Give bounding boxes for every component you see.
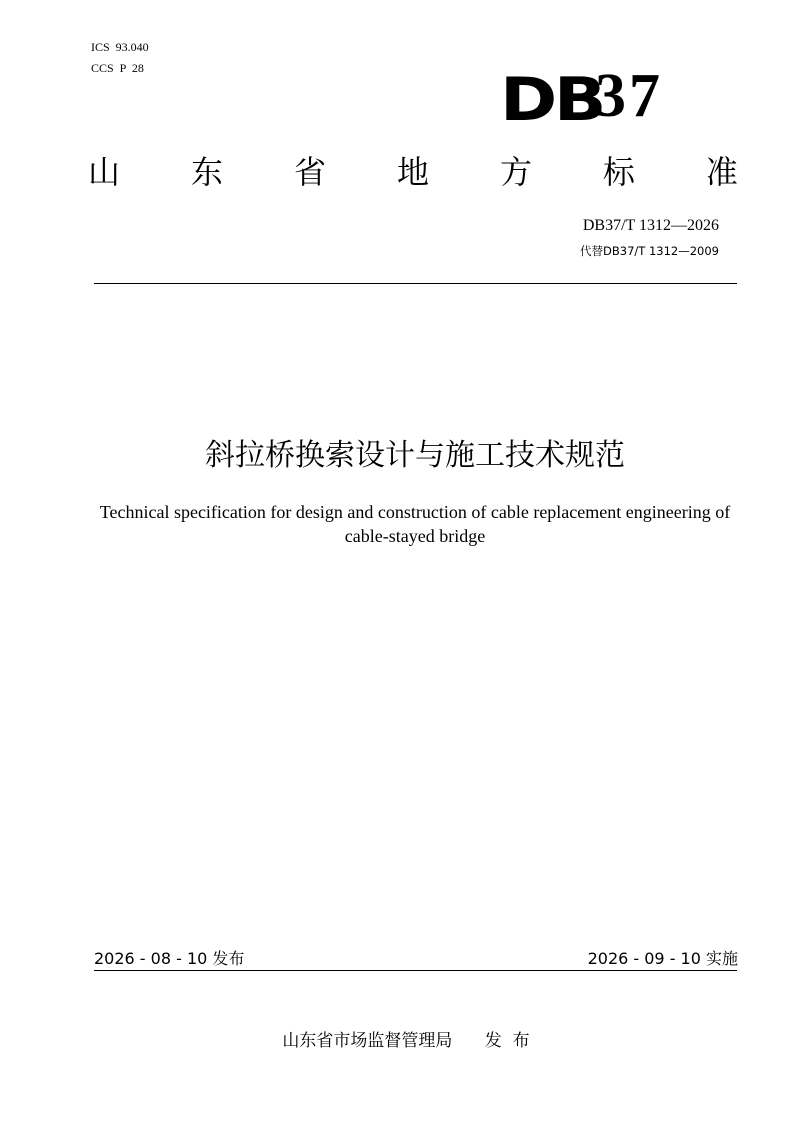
chinese-title: 斜拉桥换索设计与施工技术规范 (205, 438, 625, 473)
top-divider (94, 283, 737, 284)
standard-type-char: 地 (396, 153, 429, 191)
standard-type-char: 山 (88, 153, 121, 191)
logo-letters: DB (500, 65, 603, 135)
implement-date: 2026 - 09 - 10 实施 (587, 949, 738, 968)
standard-type-char: 省 (293, 153, 326, 191)
logo-number: 37 (595, 62, 663, 130)
standard-type-char: 方 (499, 153, 532, 191)
replaces-note: 代替DB37/T 1312—2009 (580, 244, 719, 258)
publish-date: 2026 - 08 - 10 发布 (94, 949, 245, 968)
issuing-authority: 山东省市场监督管理局 发 布 (282, 1031, 530, 1051)
db37-logo (500, 62, 663, 135)
standard-number: DB37/T 1312—2026 (582, 217, 719, 234)
ics-code: ICS 93.040 (91, 40, 149, 54)
standard-type-char: 准 (705, 153, 738, 191)
ccs-code: CCS P 28 (91, 61, 144, 75)
english-title: Technical specification for design and construction of cable replacement engineering of cable-stayed bridge (99, 502, 731, 546)
standard-type-char: 东 (190, 153, 223, 191)
standard-type-char: 标 (602, 153, 635, 191)
standard-type-heading (88, 150, 738, 194)
bottom-divider (94, 970, 737, 971)
